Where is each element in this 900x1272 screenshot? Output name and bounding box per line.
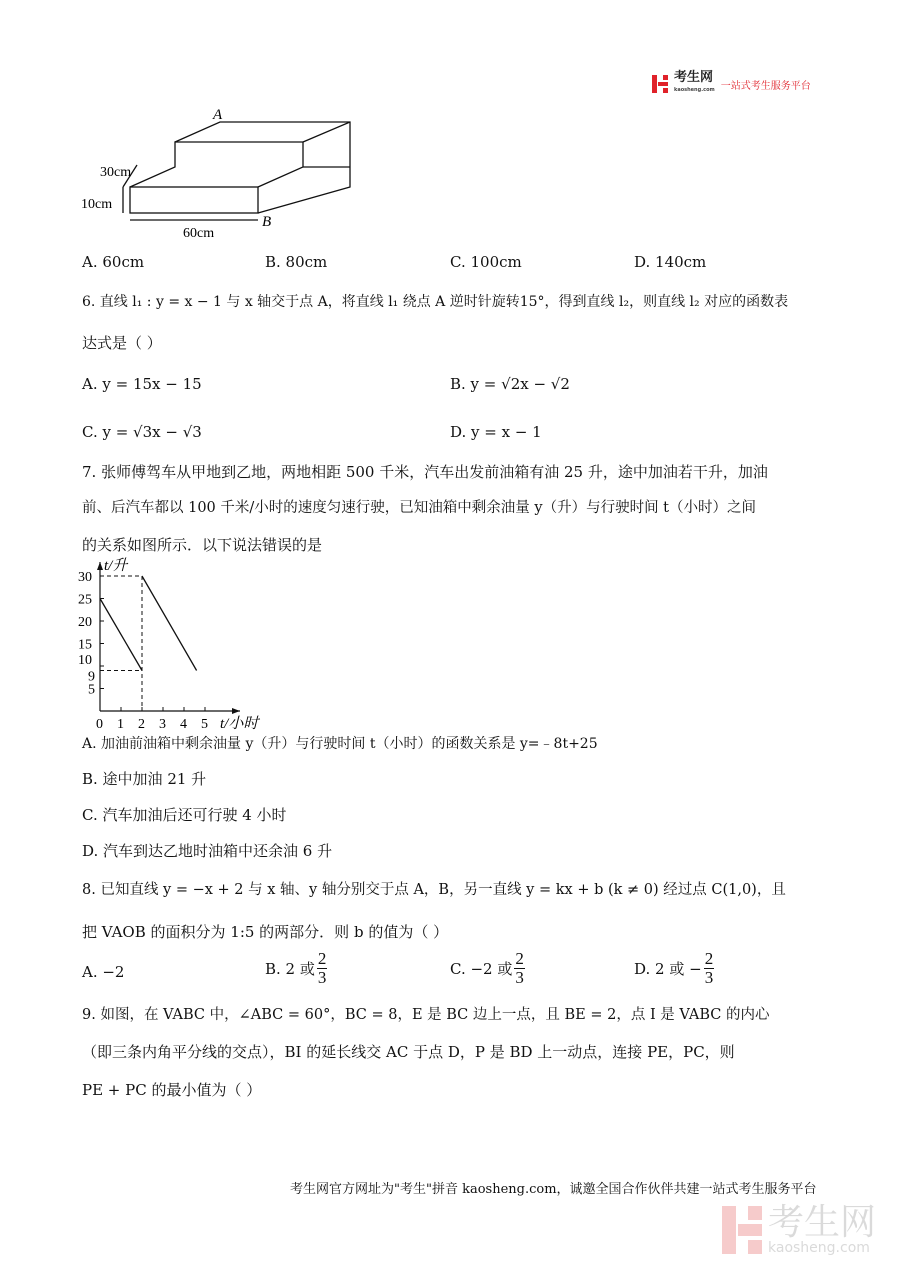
- fraction: [514, 950, 525, 987]
- numerator: 2: [704, 949, 714, 968]
- guide-line: [100, 576, 142, 711]
- q5-option-d: D. 140cm: [634, 253, 707, 271]
- header-slogan: 一站式考生服务平台: [720, 80, 811, 92]
- x-tick-label: 0: [96, 717, 103, 732]
- q6-option-b: B. y = √2x − √2: [450, 375, 570, 393]
- watermark-logo: [722, 1202, 877, 1256]
- q6-option-c: C. y = √3x − √3: [82, 423, 202, 441]
- option-label: A. −2: [82, 963, 125, 981]
- q6-stem-2: 达式是（ ）: [82, 334, 162, 352]
- fraction: [317, 950, 328, 987]
- denominator: 3: [704, 968, 714, 987]
- q9-stem: 9. 如图，在 VABC 中，∠ABC = 60°，BC = 8，E 是 BC 边上一点，且 BE = 2，点 I 是 VABC 的内心: [82, 1007, 770, 1023]
- q5-option-a: A. 60cm: [82, 253, 145, 271]
- denominator: 3: [317, 968, 327, 987]
- y-tick-label: 25: [78, 592, 92, 608]
- q8-option-a: [82, 962, 124, 982]
- y-tick-label: 20: [78, 615, 92, 630]
- y-tick-label: 10: [78, 653, 92, 668]
- q8-stem-2: 把 VAOB 的面积分为 1:5 的两部分．则 b 的值为（ ）: [82, 923, 449, 941]
- y-axis-label: t/升: [104, 558, 128, 574]
- series-line-before: [100, 599, 142, 671]
- footer-text: 考生网官方网址为"考生"拼音 kaosheng.com，诚邀全国合作伙伴共建一站式考生服务平台: [290, 1182, 817, 1197]
- x-arrow-icon: [232, 708, 240, 714]
- q5-option-c: C. 100cm: [450, 253, 522, 271]
- q9-stem-2: （即三条内角平分线的交点），BI 的延长线交 AC 于点 D，P 是 BD 上一动点，连接 PE，PC，则: [82, 1043, 735, 1061]
- fuel-chart: [70, 554, 270, 732]
- option-label: D. 2 或 −: [634, 959, 702, 978]
- y-arrow-icon: [97, 562, 103, 570]
- q8-option-d: [634, 950, 714, 987]
- q6-option-a: A. y = 15x − 15: [82, 375, 202, 393]
- q8-stem: 8. 已知直线 y = −x + 2 与 x 轴、y 轴分别交于点 A，B，另一直线 y = kx + b (k ≠ 0) 经过点 C(1,0)，且: [82, 882, 786, 898]
- q6-option-d: D. y = x − 1: [450, 423, 542, 441]
- logo-icon: [652, 75, 668, 93]
- x-tick-label: 2: [138, 717, 145, 732]
- q9-stem-3: PE + PC 的最小值为（ ）: [82, 1081, 262, 1099]
- x-tick-label: 3: [159, 717, 166, 732]
- x-tick-label: 5: [201, 717, 208, 732]
- x-tick-label: 4: [180, 717, 187, 732]
- y-tick-label: 5: [88, 682, 95, 698]
- option-label: B. 2 或: [265, 959, 315, 978]
- watermark-icon: [722, 1206, 762, 1254]
- q7-option-d: D. 汽车到达乙地时油箱中还余油 6 升: [82, 842, 333, 860]
- q8-option-c: [450, 950, 525, 987]
- y-tick-label: 30: [78, 570, 92, 585]
- numerator: 2: [317, 949, 327, 968]
- x-tick-label: 1: [117, 717, 124, 732]
- q7-option-b: B. 途中加油 21 升: [82, 770, 207, 788]
- q7-option-a: A. 加油前油箱中剩余油量 y（升）与行驶时间 t（小时）的函数关系是 y=﹣8t+25: [82, 736, 598, 752]
- dim-30cm: 30cm: [100, 165, 132, 180]
- dim-10cm: 10cm: [81, 197, 113, 212]
- watermark-sub: kaosheng.com: [768, 1240, 870, 1256]
- y-tick-label: 15: [78, 637, 92, 653]
- q7-stem-2: 前、后汽车都以 100 千米/小时的速度匀速行驶，已知油箱中剩余油量 y（升）与行驶时间 t（小时）之间: [82, 500, 757, 516]
- label-a: A: [213, 107, 223, 123]
- x-axis-label: t/小时: [220, 716, 259, 732]
- dim-60cm: 60cm: [183, 226, 215, 241]
- staircase-figure: [75, 100, 375, 245]
- logo-sub: kaosheng.com: [674, 87, 715, 93]
- header-logo: [652, 72, 811, 96]
- watermark-text: 考生网: [768, 1202, 877, 1243]
- denominator: 3: [515, 968, 524, 987]
- q5-option-b: B. 80cm: [265, 253, 328, 271]
- q8-option-b: [265, 950, 327, 987]
- q7-stem: 7. 张师傅驾车从甲地到乙地，两地相距 500 千米，汽车出发前油箱有油 25 升，途中加油若干升，加油: [82, 463, 768, 481]
- q7-stem-3: 的关系如图所示．以下说法错误的是: [82, 536, 323, 554]
- q7-option-c: C. 汽车加油后还可行驶 4 小时: [82, 806, 287, 824]
- series-line-after: [142, 576, 197, 671]
- fraction: [704, 950, 715, 987]
- label-b: B: [262, 214, 272, 230]
- y-tick-label: 9: [88, 669, 95, 685]
- q6-stem: 6. 直线 l₁ : y = x − 1 与 x 轴交于点 A，将直线 l₁ 绕点 A 逆时针旋转15°，得到直线 l₂，则直线 l₂ 对应的函数表: [82, 294, 789, 310]
- option-label: C. −2 或: [450, 959, 513, 978]
- numerator: 2: [515, 949, 524, 968]
- logo-text: 考生网: [674, 70, 714, 85]
